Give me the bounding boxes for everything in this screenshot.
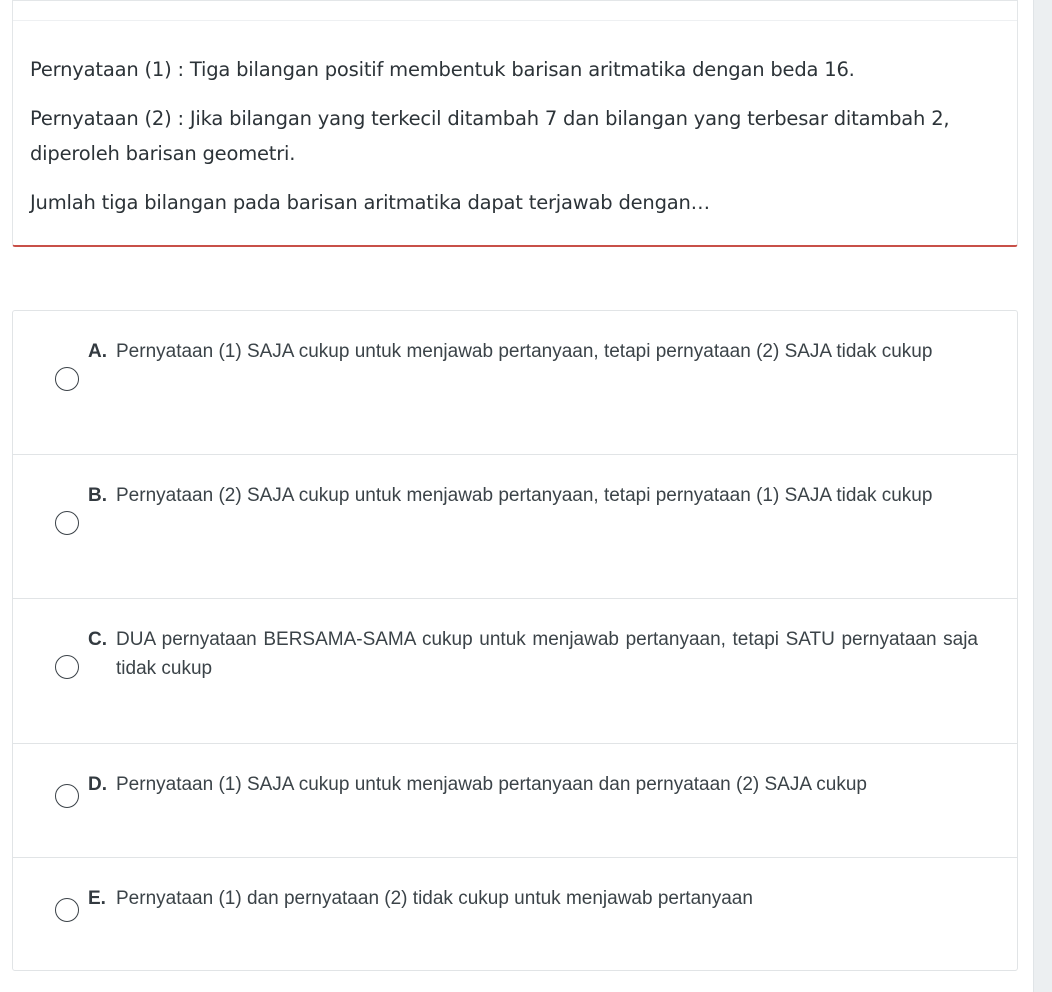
option-d[interactable] <box>13 744 1017 858</box>
option-letter: E. <box>88 888 106 909</box>
radio-button-d[interactable] <box>55 784 79 808</box>
statement-2-continuation: diperoleh barisan geometri. <box>30 142 296 165</box>
option-c[interactable] <box>13 599 1017 744</box>
option-b[interactable] <box>13 455 1017 599</box>
option-a[interactable] <box>13 311 1017 455</box>
option-text: Pernyataan (2) SAJA cukup untuk menjawab pertanyaan, tetapi pernyataan (1) SAJA tidak cukup <box>116 485 933 506</box>
option-letter: B. <box>88 485 107 506</box>
question-card <box>12 0 1018 247</box>
option-text: Pernyataan (1) SAJA cukup untuk menjawab pertanyaan dan pernyataan (2) SAJA cukup <box>116 774 867 795</box>
option-text: Pernyataan (1) SAJA cukup untuk menjawab pertanyaan, tetapi pernyataan (2) SAJA tidak cukup <box>116 341 933 362</box>
option-e[interactable] <box>13 858 1017 970</box>
statement-2-text: Pernyataan (2) : Jika bilangan yang terkecil ditambah 7 dan bilangan yang terbesar ditambah 2, <box>30 107 950 130</box>
radio-button-a[interactable] <box>55 367 79 391</box>
divider <box>13 20 1017 21</box>
vertical-scrollbar[interactable] <box>1033 0 1052 992</box>
option-letter: C. <box>88 629 107 650</box>
option-letter: D. <box>88 774 107 795</box>
statement-1-text: Pernyataan (1) : Tiga bilangan positif membentuk barisan aritmatika dengan beda 16. <box>30 58 855 81</box>
radio-button-e[interactable] <box>55 898 79 922</box>
radio-button-b[interactable] <box>55 511 79 535</box>
radio-button-c[interactable] <box>55 655 79 679</box>
option-letter: A. <box>88 341 107 362</box>
option-text: DUA pernyataan BERSAMA-SAMA cukup untuk menjawab pertanyaan, tetapi SATU pernyataan saja tidak cukup <box>116 629 978 679</box>
answer-options <box>12 310 1018 971</box>
question-prompt: Jumlah tiga bilangan pada barisan aritmatika dapat terjawab dengan… <box>30 191 710 214</box>
option-text: Pernyataan (1) dan pernyataan (2) tidak cukup untuk menjawab pertanyaan <box>116 888 753 909</box>
